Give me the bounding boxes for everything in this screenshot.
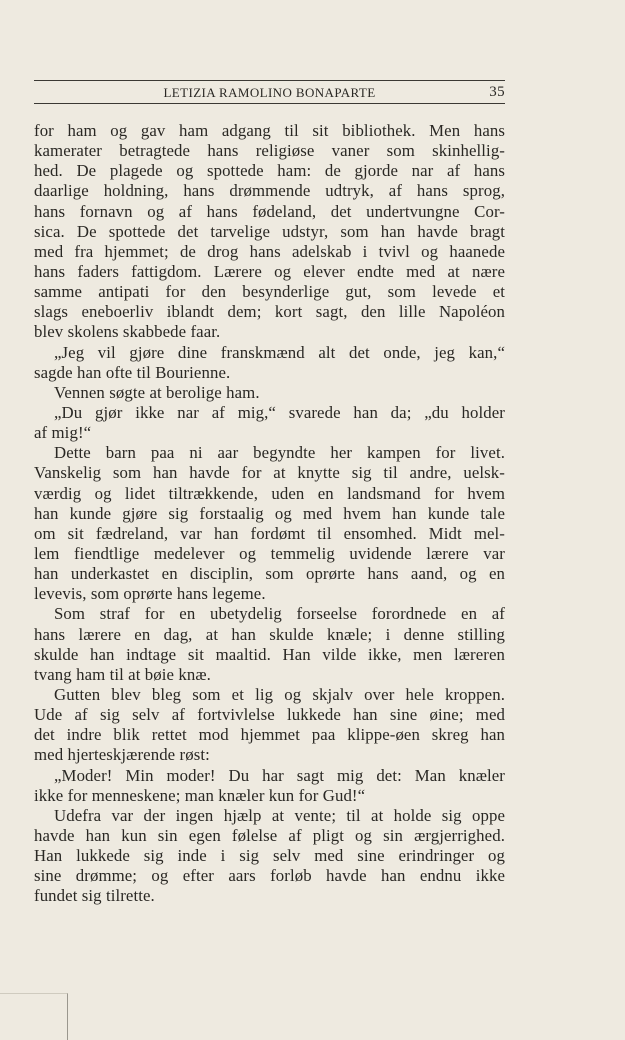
text-line: ikke for menneskene; man knæler kun for Gud!“: [34, 785, 366, 805]
text-line: sica. De spottede det tarvelige udstyr, som han havde bragt: [34, 221, 505, 241]
text-line: værdig og lidet tiltrækkende, uden en landsmand for hvem: [34, 483, 505, 503]
text-line: hans lærere en dag, at han skulde knæle; i denne stilling: [34, 624, 505, 644]
text-line: Han lukkede sig inde i sig selv med sine erindringer og: [34, 846, 505, 866]
running-title: LETIZIA RAMOLINO BONAPARTE: [163, 85, 376, 100]
text-line: Udefra var der ingen hjælp at vente; til at holde sig oppe: [54, 805, 505, 825]
text-line: med fra hjemmet; de drog hans adelskab i tvivl og haanede: [34, 241, 505, 261]
text-line: Vanskelig som han havde for at knytte sig til andre, uelsk-: [34, 463, 505, 483]
text-line: Gutten blev bleg som et lig og skjalv over hele kroppen.: [54, 684, 505, 704]
text-line: Vennen søgte at berolige ham.: [54, 382, 260, 402]
text-line: skulde han indtage sit maaltid. Han vilde ikke, men læreren: [34, 644, 505, 664]
text-line: det indre blik rettet mod hjemmet paa klippe-øen skreg han: [34, 725, 505, 745]
text-line: hed. De plagede og spottede ham: de gjorde nar af hans: [34, 161, 505, 181]
text-line: af mig!“: [34, 423, 92, 443]
text-line: „Jeg vil gjøre dine franskmænd alt det onde, jeg kan,“: [54, 342, 505, 362]
text-line: for ham og gav ham adgang til sit bibliothek. Men hans: [34, 121, 505, 140]
text-line: sine drømme; og efter aars forløb havde han endnu ikke: [34, 866, 505, 886]
text-line: han kunde gjøre sig forstaalig og med hvem han kunde tale: [34, 503, 505, 523]
text-line: hans fornavn og af hans fødeland, det undertvungne Cor-: [34, 201, 505, 221]
text-line: samme antipati for den besynderlige gut, som levede et: [34, 282, 505, 302]
text-line: hans faders fattigdom. Lærere og elever endte med at nære: [34, 261, 505, 281]
text-line: med hjerteskjærende røst:: [34, 745, 210, 765]
header-bottom-rule: [34, 103, 505, 104]
text-line: havde han kun sin egen følelse af pligt og sin ærgjerrighed.: [34, 825, 505, 845]
text-line: kamerater betragtede hans religiøse vaner som skinhellig-: [34, 141, 505, 161]
text-line: lem fiendtlige medelever og temmelig uvidende lærere var: [34, 543, 505, 563]
text-line: om sit fædreland, var han fordømt til ensomhed. Midt mel-: [34, 523, 505, 543]
running-head: [34, 84, 505, 102]
text-line: han underkastet en disciplin, som oprørte hans aand, og en: [34, 564, 505, 584]
text-line: levevis, som oprørte hans legeme.: [34, 584, 266, 604]
text-line: „Du gjør ikke nar af mig,“ svarede han da; „du holder: [54, 402, 505, 422]
text-line: slags eneboerliv iblandt dem; kort sagt, den lille Napoléon: [34, 302, 505, 322]
body-text: [34, 121, 505, 906]
text-line: Som straf for en ubetydelig forseelse forordnede en af: [54, 604, 505, 624]
text-line: sagde han ofte til Bourienne.: [34, 362, 231, 382]
header-top-rule: [34, 80, 505, 81]
text-line: fundet sig tilrette.: [34, 886, 155, 906]
paper-edge: [0, 993, 68, 1040]
page-number: 35: [489, 84, 505, 100]
text-line: blev skolens skabbede faar.: [34, 322, 221, 342]
text-line: Dette barn paa ni aar begyndte her kampen for livet.: [54, 443, 505, 463]
text-line: Ude af sig selv af fortvivlelse lukkede han sine øine; med: [34, 705, 505, 725]
text-line: daarlige holdning, hans drømmende udtryk, af hans sprog,: [34, 181, 505, 201]
text-line: „Moder! Min moder! Du har sagt mig det: Man knæler: [54, 765, 505, 785]
text-line: tvang ham til at bøie knæ.: [34, 664, 211, 684]
